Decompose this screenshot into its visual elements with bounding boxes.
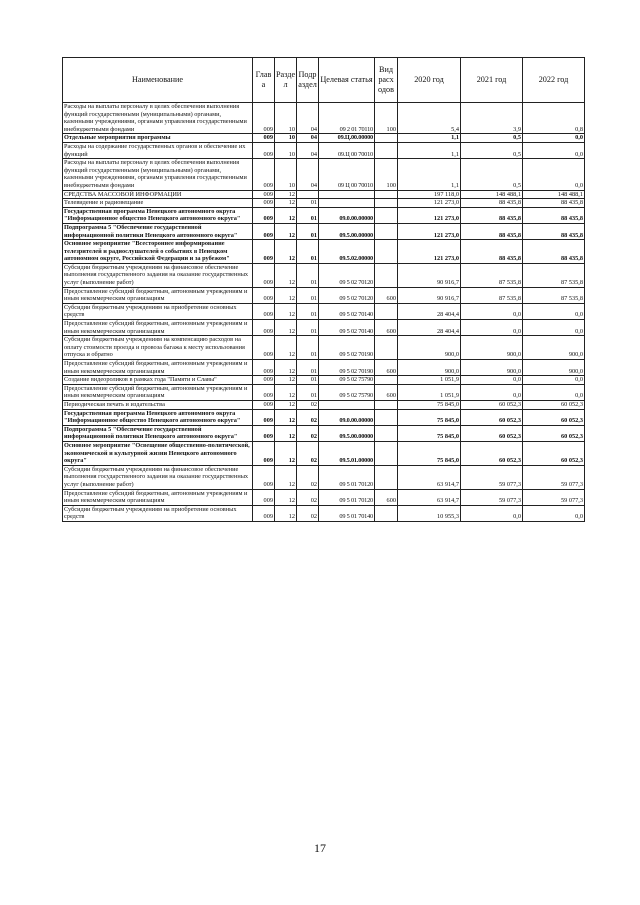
cell-target: 09 5 01 70120 xyxy=(319,465,375,489)
cell-razdel: 12 xyxy=(275,441,297,465)
cell-2021: 60 052,3 xyxy=(461,425,523,441)
cell-podrazdel xyxy=(297,190,319,199)
cell-2020: 121 273,0 xyxy=(398,223,461,239)
cell-vid xyxy=(375,199,398,208)
cell-podrazdel: 04 xyxy=(297,159,319,190)
cell-razdel: 12 xyxy=(275,303,297,319)
cell-vid xyxy=(375,207,398,223)
cell-glava: 009 xyxy=(253,376,275,385)
cell-2021: 87 535,8 xyxy=(461,287,523,303)
cell-2022: 0,0 xyxy=(523,303,585,319)
cell-2022: 60 052,3 xyxy=(523,400,585,409)
cell-razdel: 12 xyxy=(275,425,297,441)
cell-2021: 88 435,8 xyxy=(461,223,523,239)
cell-2020: 90 916,7 xyxy=(398,263,461,287)
cell-2022: 60 052,3 xyxy=(523,409,585,425)
cell-2021: 0,5 xyxy=(461,142,523,158)
cell-target: 09 5 02 70140 xyxy=(319,320,375,336)
cell-2022: 59 077,3 xyxy=(523,489,585,505)
cell-vid xyxy=(375,240,398,264)
cell-glava: 009 xyxy=(253,336,275,360)
table-row xyxy=(63,142,585,158)
cell-target xyxy=(319,199,375,208)
header-2020: 2020 год xyxy=(398,58,461,103)
cell-2020: 63 914,7 xyxy=(398,489,461,505)
cell-glava: 009 xyxy=(253,207,275,223)
cell-name: Субсидии бюджетным учреждениям на финансовое обеспечение выполнения государственного задания на оказание государственных услуг (выполнение работ) xyxy=(63,263,253,287)
cell-2020: 900,0 xyxy=(398,360,461,376)
cell-podrazdel: 02 xyxy=(297,400,319,409)
cell-name: Подпрограмма 5 "Обеспечение государственной информационной политики Ненецкого автономного округа" xyxy=(63,223,253,239)
header-name: Наименование xyxy=(63,58,253,103)
table-row xyxy=(63,190,585,199)
cell-2022: 88 435,8 xyxy=(523,199,585,208)
header-razdel: Разде л xyxy=(275,58,297,103)
cell-razdel: 12 xyxy=(275,320,297,336)
cell-2020: 197 118,0 xyxy=(398,190,461,199)
cell-vid: 100 xyxy=(375,103,398,134)
cell-target: 09.5.00.00000 xyxy=(319,425,375,441)
cell-2021: 148 488,1 xyxy=(461,190,523,199)
cell-glava: 009 xyxy=(253,360,275,376)
table-row xyxy=(63,287,585,303)
cell-2022: 0,0 xyxy=(523,320,585,336)
cell-vid: 600 xyxy=(375,489,398,505)
cell-vid xyxy=(375,190,398,199)
cell-podrazdel: 04 xyxy=(297,142,319,158)
cell-glava: 009 xyxy=(253,287,275,303)
cell-name: Основное мероприятие "Освещение общественно-политической, экономической и культурной жизни Ненецкого автономного округа" xyxy=(63,441,253,465)
cell-2021: 88 435,8 xyxy=(461,207,523,223)
cell-podrazdel: 02 xyxy=(297,465,319,489)
cell-podrazdel: 04 xyxy=(297,103,319,134)
cell-vid: 600 xyxy=(375,320,398,336)
cell-podrazdel: 02 xyxy=(297,425,319,441)
cell-2021: 0,0 xyxy=(461,505,523,521)
cell-2022: 0,0 xyxy=(523,384,585,400)
cell-2022: 0,0 xyxy=(523,376,585,385)
cell-name: Подпрограмма 5 "Обеспечение государственной информационной политики Ненецкого автономного округа" xyxy=(63,425,253,441)
cell-target: 09 5 01 70120 xyxy=(319,489,375,505)
cell-razdel: 12 xyxy=(275,223,297,239)
cell-podrazdel: 01 xyxy=(297,303,319,319)
cell-target: 09 Ц 00 70010 xyxy=(319,159,375,190)
cell-glava: 009 xyxy=(253,320,275,336)
cell-podrazdel: 01 xyxy=(297,207,319,223)
cell-podrazdel: 01 xyxy=(297,223,319,239)
cell-razdel: 12 xyxy=(275,263,297,287)
cell-razdel: 12 xyxy=(275,240,297,264)
header-vid: Вид расх одов xyxy=(375,58,398,103)
cell-target: 09 5 02 75790 xyxy=(319,384,375,400)
cell-name: СРЕДСТВА МАССОВОЙ ИНФОРМАЦИИ xyxy=(63,190,253,199)
cell-razdel: 12 xyxy=(275,400,297,409)
cell-podrazdel: 01 xyxy=(297,336,319,360)
cell-2021: 59 077,3 xyxy=(461,465,523,489)
cell-razdel: 10 xyxy=(275,103,297,134)
cell-podrazdel: 01 xyxy=(297,360,319,376)
cell-2020: 63 914,7 xyxy=(398,465,461,489)
table-header-row xyxy=(63,58,585,103)
cell-2022: 0,0 xyxy=(523,134,585,143)
cell-target xyxy=(319,400,375,409)
cell-2022: 60 052,3 xyxy=(523,441,585,465)
cell-target: 09 2 01 70110 xyxy=(319,103,375,134)
cell-glava: 009 xyxy=(253,400,275,409)
cell-name: Государственная программа Ненецкого автономного округа "Информационное общество Ненецкого автономного округа" xyxy=(63,207,253,223)
cell-vid: 600 xyxy=(375,287,398,303)
cell-2021: 3,9 xyxy=(461,103,523,134)
table-row xyxy=(63,425,585,441)
cell-razdel: 12 xyxy=(275,360,297,376)
table-row xyxy=(63,360,585,376)
cell-2020: 1,1 xyxy=(398,142,461,158)
cell-razdel: 10 xyxy=(275,142,297,158)
cell-glava: 009 xyxy=(253,441,275,465)
cell-razdel: 12 xyxy=(275,384,297,400)
cell-glava: 009 xyxy=(253,489,275,505)
table-row xyxy=(63,409,585,425)
cell-glava: 009 xyxy=(253,223,275,239)
cell-target: 09 5 02 70120 xyxy=(319,263,375,287)
cell-razdel: 12 xyxy=(275,336,297,360)
cell-2020: 28 404,4 xyxy=(398,303,461,319)
cell-target: 09.5.01.00000 xyxy=(319,441,375,465)
cell-target: 09.5.02.00000 xyxy=(319,240,375,264)
cell-2020: 10 955,3 xyxy=(398,505,461,521)
cell-target: 09 5 02 75790 xyxy=(319,376,375,385)
cell-podrazdel: 02 xyxy=(297,409,319,425)
table-row xyxy=(63,336,585,360)
cell-target: 09.0.00.00000 xyxy=(319,409,375,425)
cell-2021: 900,0 xyxy=(461,336,523,360)
cell-name: Расходы на выплаты персоналу в целях обеспечения выполнения функций государственными (муниципальными) органами, казенными учреждениями, органами управления государственными внебюджетными фондами xyxy=(63,159,253,190)
cell-2022: 59 077,3 xyxy=(523,465,585,489)
page-number: 17 xyxy=(314,841,326,855)
cell-name: Предоставление субсидий бюджетным, автономным учреждениям и иным некоммерческим организациям xyxy=(63,287,253,303)
table-row xyxy=(63,134,585,143)
cell-podrazdel: 01 xyxy=(297,384,319,400)
table-row xyxy=(63,320,585,336)
cell-vid xyxy=(375,465,398,489)
cell-2020: 75 845,0 xyxy=(398,400,461,409)
table-row xyxy=(63,159,585,190)
cell-2021: 0,0 xyxy=(461,320,523,336)
table-row xyxy=(63,103,585,134)
cell-glava: 009 xyxy=(253,409,275,425)
cell-2020: 1,1 xyxy=(398,134,461,143)
table-row xyxy=(63,207,585,223)
cell-vid xyxy=(375,223,398,239)
cell-glava: 009 xyxy=(253,199,275,208)
cell-vid: 600 xyxy=(375,384,398,400)
cell-razdel: 12 xyxy=(275,207,297,223)
header-target: Целевая статья xyxy=(319,58,375,103)
cell-razdel: 10 xyxy=(275,134,297,143)
cell-name: Расходы на содержание государственных органов и обеспечение их функций xyxy=(63,142,253,158)
cell-2021: 0,5 xyxy=(461,134,523,143)
cell-2021: 88 435,8 xyxy=(461,199,523,208)
cell-vid xyxy=(375,303,398,319)
cell-glava: 009 xyxy=(253,103,275,134)
cell-2020: 75 845,0 xyxy=(398,409,461,425)
cell-2021: 60 052,3 xyxy=(461,409,523,425)
header-glava: Глав а xyxy=(253,58,275,103)
cell-2022: 88 435,8 xyxy=(523,223,585,239)
cell-2021: 59 077,3 xyxy=(461,489,523,505)
cell-2021: 900,0 xyxy=(461,360,523,376)
cell-name: Создание видеороликов в рамках года "Памяти и Славы" xyxy=(63,376,253,385)
cell-razdel: 12 xyxy=(275,409,297,425)
cell-razdel: 12 xyxy=(275,190,297,199)
cell-razdel: 12 xyxy=(275,505,297,521)
cell-target: 09 5 02 70140 xyxy=(319,303,375,319)
cell-name: Государственная программа Ненецкого автономного округа "Информационное общество Ненецкого автономного округа" xyxy=(63,409,253,425)
table-row xyxy=(63,505,585,521)
cell-vid xyxy=(375,134,398,143)
cell-vid xyxy=(375,441,398,465)
cell-target xyxy=(319,190,375,199)
cell-2020: 121 273,0 xyxy=(398,199,461,208)
cell-2020: 900,0 xyxy=(398,336,461,360)
table-row xyxy=(63,376,585,385)
cell-podrazdel: 02 xyxy=(297,489,319,505)
cell-razdel: 12 xyxy=(275,489,297,505)
cell-2022: 900,0 xyxy=(523,360,585,376)
cell-2022: 900,0 xyxy=(523,336,585,360)
cell-podrazdel: 01 xyxy=(297,320,319,336)
cell-name: Основное мероприятие "Всестороннее информирование телезрителей и радиослушателей о событиях в Ненецком автономном округе, Российской Федерации и за рубежом" xyxy=(63,240,253,264)
cell-name: Предоставление субсидий бюджетным, автономным учреждениям и иным некоммерческим организациям xyxy=(63,320,253,336)
cell-podrazdel: 01 xyxy=(297,199,319,208)
cell-name: Предоставление субсидий бюджетным, автономным учреждениям и иным некоммерческим организациям xyxy=(63,489,253,505)
cell-target: 09 5 01 70140 xyxy=(319,505,375,521)
cell-name: Отдельные мероприятия программы xyxy=(63,134,253,143)
cell-podrazdel: 01 xyxy=(297,240,319,264)
table-row xyxy=(63,384,585,400)
cell-vid xyxy=(375,400,398,409)
cell-podrazdel: 02 xyxy=(297,441,319,465)
cell-podrazdel: 02 xyxy=(297,505,319,521)
cell-2022: 87 535,8 xyxy=(523,263,585,287)
cell-vid: 100 xyxy=(375,159,398,190)
cell-2021: 0,0 xyxy=(461,384,523,400)
cell-name: Предоставление субсидий бюджетным, автономным учреждениям и иным некоммерческим организациям xyxy=(63,360,253,376)
cell-target: 09 5 02 70120 xyxy=(319,287,375,303)
cell-2021: 0,0 xyxy=(461,303,523,319)
cell-glava: 009 xyxy=(253,159,275,190)
cell-2022: 148 488,1 xyxy=(523,190,585,199)
table-row xyxy=(63,400,585,409)
cell-target: 09.Ц 00 70010 xyxy=(319,142,375,158)
cell-2021: 60 052,3 xyxy=(461,400,523,409)
cell-2021: 60 052,3 xyxy=(461,441,523,465)
cell-2021: 88 435,8 xyxy=(461,240,523,264)
table-row xyxy=(63,303,585,319)
cell-glava: 009 xyxy=(253,505,275,521)
table-body xyxy=(63,103,585,522)
cell-2020: 75 845,0 xyxy=(398,441,461,465)
cell-name: Предоставление субсидий бюджетным, автономным учреждениям и иным некоммерческим организациям xyxy=(63,384,253,400)
cell-vid xyxy=(375,376,398,385)
cell-glava: 009 xyxy=(253,240,275,264)
cell-glava: 009 xyxy=(253,384,275,400)
table-row xyxy=(63,199,585,208)
cell-vid xyxy=(375,336,398,360)
cell-2020: 121 273,0 xyxy=(398,240,461,264)
cell-glava: 009 xyxy=(253,134,275,143)
cell-2022: 88 435,8 xyxy=(523,207,585,223)
cell-name: Телевидение и радиовещание xyxy=(63,199,253,208)
cell-vid xyxy=(375,505,398,521)
cell-target: 09.5.00.00000 xyxy=(319,223,375,239)
cell-2020: 28 404,4 xyxy=(398,320,461,336)
cell-vid xyxy=(375,142,398,158)
cell-podrazdel: 04 xyxy=(297,134,319,143)
table-row xyxy=(63,465,585,489)
cell-2020: 5,4 xyxy=(398,103,461,134)
cell-target: 09.Ц.00.00000 xyxy=(319,134,375,143)
header-podrazdel: Подр аздел xyxy=(297,58,319,103)
cell-name: Периодическая печать и издательства xyxy=(63,400,253,409)
cell-glava: 009 xyxy=(253,425,275,441)
cell-podrazdel: 01 xyxy=(297,376,319,385)
header-2022: 2022 год xyxy=(523,58,585,103)
table-row xyxy=(63,263,585,287)
cell-2022: 0,8 xyxy=(523,103,585,134)
table-row xyxy=(63,441,585,465)
cell-name: Субсидии бюджетным учреждениям на приобретение основных средств xyxy=(63,303,253,319)
cell-2020: 1 051,9 xyxy=(398,376,461,385)
cell-2020: 75 845,0 xyxy=(398,425,461,441)
cell-2022: 0,0 xyxy=(523,142,585,158)
cell-razdel: 12 xyxy=(275,287,297,303)
cell-2022: 0,0 xyxy=(523,159,585,190)
table-row xyxy=(63,489,585,505)
cell-glava: 009 xyxy=(253,303,275,319)
header-2021: 2021 год xyxy=(461,58,523,103)
cell-glava: 009 xyxy=(253,142,275,158)
cell-2022: 0,0 xyxy=(523,505,585,521)
cell-podrazdel: 01 xyxy=(297,263,319,287)
cell-2022: 87 535,8 xyxy=(523,287,585,303)
cell-name: Субсидии бюджетным учреждениям на приобретение основных средств xyxy=(63,505,253,521)
cell-target: 09 5 02 70190 xyxy=(319,336,375,360)
cell-vid xyxy=(375,425,398,441)
table-row xyxy=(63,223,585,239)
cell-2020: 1 051,9 xyxy=(398,384,461,400)
cell-razdel: 10 xyxy=(275,159,297,190)
cell-vid: 600 xyxy=(375,360,398,376)
cell-podrazdel: 01 xyxy=(297,287,319,303)
budget-table xyxy=(62,57,585,522)
cell-target: 09.0.00.00000 xyxy=(319,207,375,223)
cell-2020: 121 273,0 xyxy=(398,207,461,223)
cell-razdel: 12 xyxy=(275,465,297,489)
cell-glava: 009 xyxy=(253,190,275,199)
cell-2021: 0,0 xyxy=(461,376,523,385)
cell-glava: 009 xyxy=(253,263,275,287)
cell-name: Субсидии бюджетным учреждениям на финансовое обеспечение выполнения государственного задания на оказание государственных услуг (выполнение работ) xyxy=(63,465,253,489)
cell-2020: 90 916,7 xyxy=(398,287,461,303)
cell-glava: 009 xyxy=(253,465,275,489)
cell-2022: 60 052,3 xyxy=(523,425,585,441)
cell-2020: 1,1 xyxy=(398,159,461,190)
cell-2022: 88 435,8 xyxy=(523,240,585,264)
cell-vid xyxy=(375,409,398,425)
cell-vid xyxy=(375,263,398,287)
cell-name: Расходы на выплаты персоналу в целях обеспечения выполнения функций государственными (муниципальными) органами, казенными учреждениями, органами управления государственными внебюджетными фондами xyxy=(63,103,253,134)
cell-name: Субсидии бюджетным учреждениям на компенсацию расходов на оплату стоимости проезда и провоза багажа к месту использования отпуска и обратно xyxy=(63,336,253,360)
cell-razdel: 12 xyxy=(275,376,297,385)
cell-2021: 87 535,8 xyxy=(461,263,523,287)
cell-target: 09 5 02 70190 xyxy=(319,360,375,376)
table-row xyxy=(63,240,585,264)
cell-razdel: 12 xyxy=(275,199,297,208)
cell-2021: 0,5 xyxy=(461,159,523,190)
